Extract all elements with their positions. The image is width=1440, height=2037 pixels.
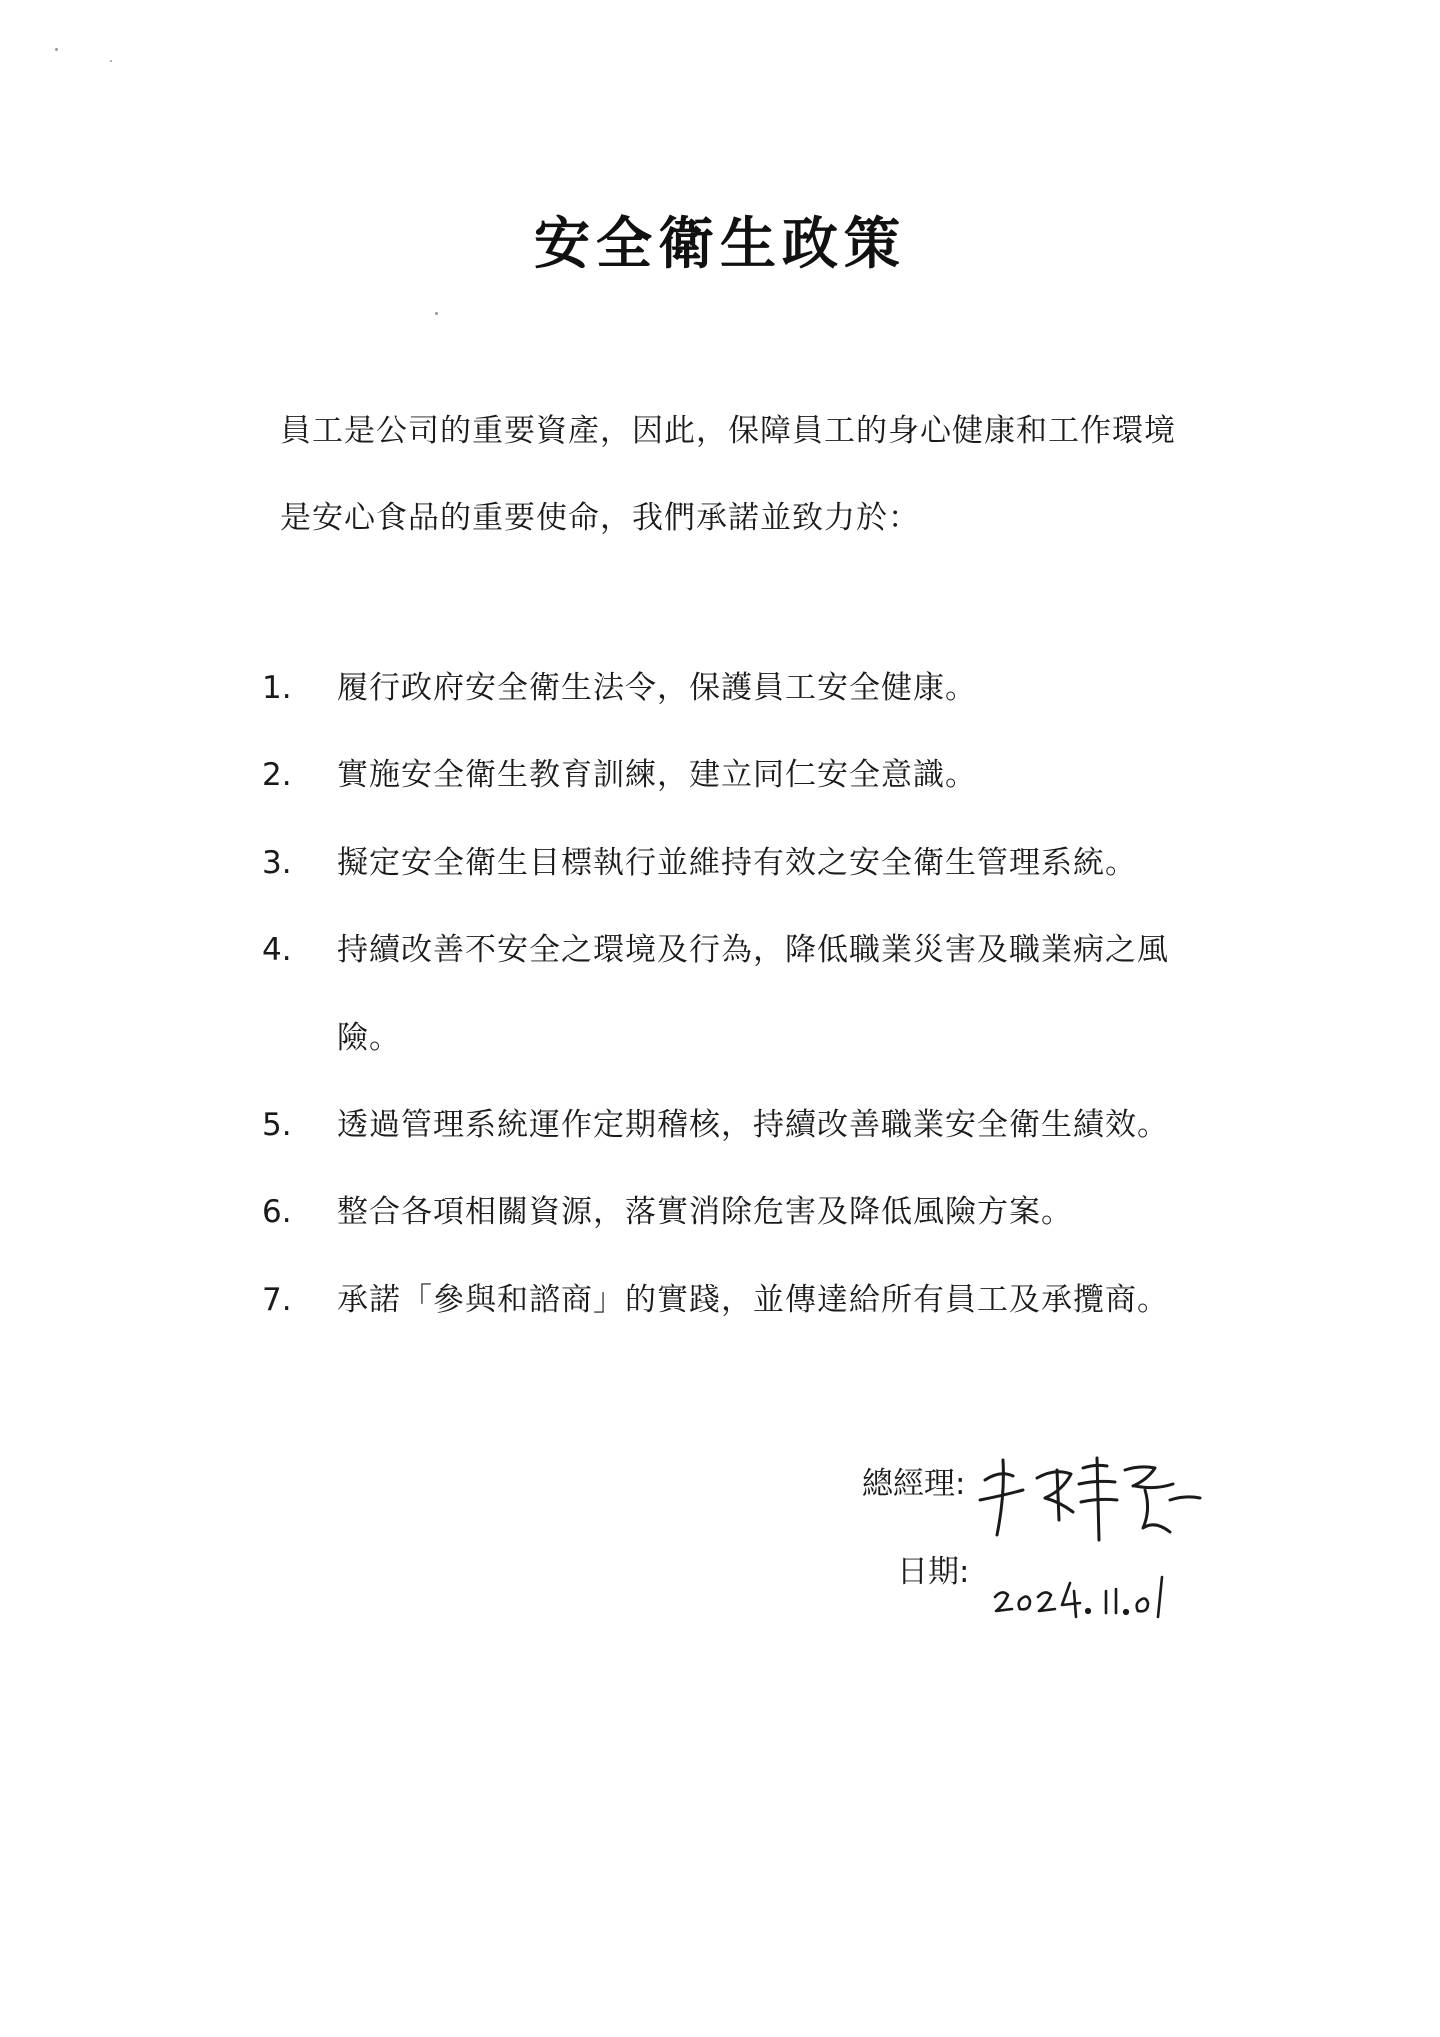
document-title: 安全衛生政策 (534, 211, 906, 277)
handwritten-signature (975, 1440, 1215, 1550)
date-label: 日期: (897, 1554, 970, 1590)
item-number: 7. (262, 1282, 292, 1318)
item-number: 3. (262, 845, 292, 881)
scan-speck (110, 60, 112, 62)
general-manager-label: 總經理: (862, 1466, 966, 1502)
intro-line-2: 是安心食品的重要使命，我們承諾並致力於： (280, 500, 920, 536)
item-text: 擬定安全衛生目標執行並維持有效之安全衛生管理系統。 (337, 845, 1137, 881)
scan-speck (435, 312, 438, 315)
item-text: 承諾「參與和諮商」的實踐，並傳達給所有員工及承攬商。 (337, 1282, 1169, 1318)
intro-line-1: 員工是公司的重要資產，因此，保障員工的身心健康和工作環境 (280, 413, 1176, 449)
item-number: 5. (262, 1107, 292, 1143)
handwritten-date (990, 1555, 1190, 1625)
item-number: 2. (262, 757, 292, 793)
item-text: 透過管理系統運作定期稽核，持續改善職業安全衛生績效。 (337, 1107, 1169, 1143)
scan-speck (55, 48, 58, 51)
item-number: 6. (262, 1194, 292, 1230)
item-text: 履行政府安全衛生法令，保護員工安全健康。 (337, 670, 977, 706)
item-text: 實施安全衛生教育訓練，建立同仁安全意識。 (337, 757, 977, 793)
item-number: 4. (262, 932, 292, 968)
item-text: 整合各項相關資源，落實消除危害及降低風險方案。 (337, 1194, 1073, 1230)
item-number: 1. (262, 670, 292, 706)
item-text: 持續改善不安全之環境及行為，降低職業災害及職業病之風險。 (337, 932, 1169, 1056)
